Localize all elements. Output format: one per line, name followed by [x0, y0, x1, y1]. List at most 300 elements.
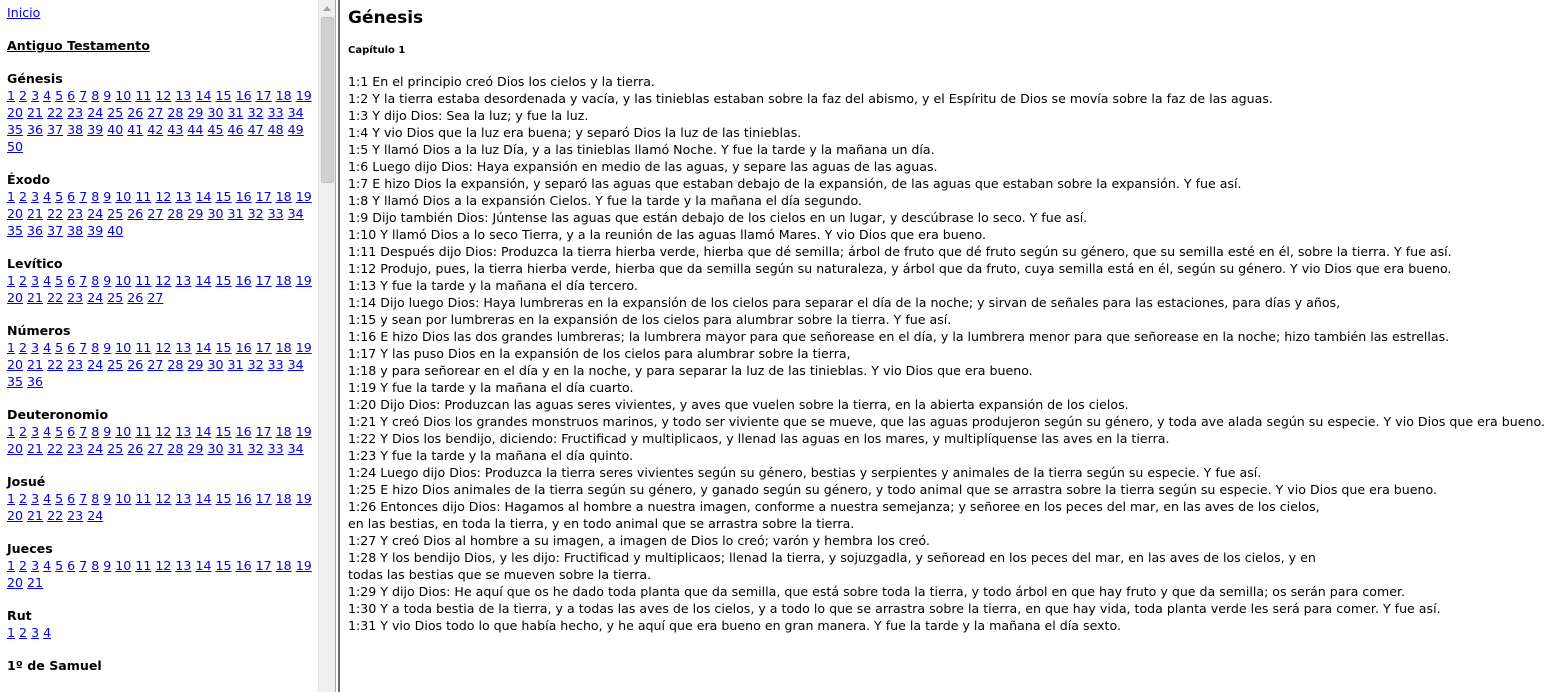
chapter-link[interactable]: 23	[67, 357, 84, 372]
chapter-link[interactable]: 24	[87, 290, 104, 305]
chapter-link[interactable]: 20	[7, 290, 24, 305]
chapter-link[interactable]: 21	[27, 206, 44, 221]
chapter-link[interactable]: 21	[27, 508, 44, 523]
chapter-link[interactable]: 41	[127, 122, 144, 137]
book-section	[7, 657, 318, 674]
chapter-link[interactable]: 27	[147, 441, 164, 456]
chapter-link[interactable]: 19	[295, 424, 312, 439]
chapter-link[interactable]: 37	[47, 122, 64, 137]
chapter-link[interactable]: 7	[79, 273, 88, 288]
chapter-link[interactable]: 14	[195, 273, 212, 288]
chapter-link[interactable]: 3	[31, 189, 40, 204]
chapter-link[interactable]: 23	[67, 105, 84, 120]
book-section	[7, 171, 318, 239]
chapter-link[interactable]: 12	[155, 189, 172, 204]
chapter-link[interactable]: 20	[7, 508, 24, 523]
chapter-link[interactable]: 2	[19, 340, 28, 355]
chapter-link[interactable]: 22	[47, 441, 64, 456]
chapter-links	[7, 490, 315, 524]
chapter-link[interactable]: 16	[235, 189, 252, 204]
chapter-link[interactable]: 8	[91, 491, 100, 506]
chapter-link[interactable]: 35	[7, 223, 24, 238]
chapter-link[interactable]: 34	[287, 357, 304, 372]
chapter-link[interactable]: 16	[235, 491, 252, 506]
chapter-link[interactable]: 18	[275, 424, 292, 439]
chapter-link[interactable]: 17	[255, 340, 272, 355]
chapter-link[interactable]: 7	[79, 340, 88, 355]
chapter-link[interactable]: 19	[295, 558, 312, 573]
chapter-link[interactable]: 39	[87, 122, 104, 137]
chapter-link[interactable]: 10	[115, 424, 132, 439]
chapter-link[interactable]: 19	[295, 189, 312, 204]
chapter-link[interactable]: 31	[227, 105, 244, 120]
chapter-link[interactable]: 10	[115, 340, 132, 355]
chapter-link[interactable]: 11	[135, 558, 152, 573]
book-section	[7, 70, 318, 155]
chapter-link[interactable]: 8	[91, 340, 100, 355]
chapter-link[interactable]: 20	[7, 441, 24, 456]
chapter-link[interactable]: 8	[91, 558, 100, 573]
chapter-link[interactable]: 18	[275, 491, 292, 506]
book-title: Josué	[7, 474, 46, 489]
chapter-link[interactable]: 18	[275, 558, 292, 573]
chapter-link[interactable]: 5	[55, 273, 64, 288]
verse-line: 1:2 Y la tierra estaba desordenada y vacía, y las tinieblas estaban sobre la faz del abismo, y el Espíritu de Dios se movía sobre la faz de las aguas.	[348, 91, 1273, 106]
chapter-link[interactable]: 2	[19, 491, 28, 506]
verse-line: 1:12 Produjo, pues, la tierra hierba verde, hierba que da semilla según su naturaleza, y árbol que da fruto, cuya semilla está en él, según su género. Y vio Dios que era bueno.	[348, 261, 1452, 276]
chapter-link[interactable]: 3	[31, 558, 40, 573]
verse-line: 1:20 Dijo Dios: Produzcan las aguas seres vivientes, y aves que vuelen sobre la tierra, en la abierta expansión de los cielos.	[348, 397, 1129, 412]
chapter-link[interactable]: 6	[67, 273, 76, 288]
chapter-link[interactable]: 35	[7, 122, 24, 137]
chapter-link[interactable]: 5	[55, 424, 64, 439]
chapter-link[interactable]: 26	[127, 441, 144, 456]
chapter-link[interactable]: 2	[19, 273, 28, 288]
chapter-link[interactable]: 19	[295, 491, 312, 506]
chapter-link[interactable]: 49	[287, 122, 304, 137]
chapter-link[interactable]: 28	[167, 441, 184, 456]
chapter-link[interactable]: 2	[19, 88, 28, 103]
chapter-link[interactable]: 7	[79, 88, 88, 103]
chapter-link[interactable]: 36	[27, 223, 44, 238]
chapter-link[interactable]: 38	[67, 223, 84, 238]
chapter-link[interactable]: 38	[67, 122, 84, 137]
chapter-link[interactable]: 1	[7, 424, 16, 439]
chapter-link[interactable]: 8	[91, 88, 100, 103]
verse-line: 1:26 Entonces dijo Dios: Hagamos al hombre a nuestra imagen, conforme a nuestra semejanza; y señoree en los peces del mar, en las aves de los cielos, en las bestias, en toda la tierra, y en todo animal que se arrastra sobre la tierra.	[348, 499, 1320, 531]
chapter-link[interactable]: 19	[295, 273, 312, 288]
chapter-link[interactable]: 5	[55, 491, 64, 506]
chapter-link[interactable]: 48	[267, 122, 284, 137]
chapter-links	[7, 188, 315, 239]
chapter-link[interactable]: 25	[107, 441, 124, 456]
chapter-link[interactable]: 3	[31, 424, 40, 439]
chapter-link[interactable]: 9	[103, 273, 112, 288]
chapter-link[interactable]: 28	[167, 206, 184, 221]
chapter-link[interactable]: 9	[103, 340, 112, 355]
book-title: Jueces	[7, 541, 53, 556]
verse-line: 1:15 y sean por lumbreras en la expansión de los cielos para alumbrar sobre la tierra. Y fue así.	[348, 312, 952, 327]
book-section	[7, 322, 318, 390]
chapter-link[interactable]: 44	[187, 122, 204, 137]
verse-line: 1:30 Y a toda bestia de la tierra, y a todas las aves de los cielos, y a todo lo que se arrastra sobre la tierra, en que hay vida, toda planta verde les será para comer. Y fue así.	[348, 601, 1441, 616]
chapter-link[interactable]: 3	[31, 273, 40, 288]
chapter-link[interactable]: 35	[7, 374, 24, 389]
chapter-link[interactable]: 18	[275, 340, 292, 355]
chapter-link[interactable]: 17	[255, 189, 272, 204]
chapter-link[interactable]: 22	[47, 357, 64, 372]
chapter-link[interactable]: 32	[247, 357, 264, 372]
chapter-link[interactable]: 26	[127, 206, 144, 221]
chapter-link[interactable]: 30	[207, 357, 224, 372]
page-title: Génesis	[348, 8, 424, 28]
chapter-link[interactable]: 15	[215, 340, 232, 355]
chapter-link[interactable]: 4	[43, 273, 52, 288]
chapter-link[interactable]: 4	[43, 491, 52, 506]
verse-line: 1:31 Y vio Dios todo lo que había hecho, y he aquí que era bueno en gran manera. Y fue la tarde y la mañana el día sexto.	[348, 618, 1121, 633]
chapter-link[interactable]: 9	[103, 189, 112, 204]
chapter-link[interactable]: 27	[147, 290, 164, 305]
chapter-links	[7, 557, 315, 591]
chapter-link[interactable]: 24	[87, 441, 104, 456]
chapter-link[interactable]: 37	[47, 223, 64, 238]
chapter-link[interactable]: 1	[7, 189, 16, 204]
book-section	[7, 607, 318, 641]
book-title: Éxodo	[7, 172, 51, 187]
chapter-heading: Capítulo 1	[348, 45, 406, 56]
verse-line: 1:8 Y llamó Dios a la expansión Cielos. Y fue la tarde y la mañana el día segundo.	[348, 193, 863, 208]
chapter-link[interactable]: 24	[87, 357, 104, 372]
chapter-link[interactable]: 20	[7, 575, 24, 590]
chapter-link[interactable]: 29	[187, 357, 204, 372]
chapter-link[interactable]: 32	[247, 441, 264, 456]
chapter-link[interactable]: 36	[27, 122, 44, 137]
chapter-link[interactable]: 24	[87, 508, 104, 523]
chapter-link[interactable]: 17	[255, 88, 272, 103]
book-title: Rut	[7, 608, 32, 623]
chapter-link[interactable]: 50	[7, 139, 24, 154]
verse-line: 1:29 Y dijo Dios: He aquí que os he dado toda planta que da semilla, que está sobre toda la tierra, y todo árbol en que hay fruto y que da semilla; os serán para comer.	[348, 584, 1406, 599]
testament-heading: Antiguo Testamento	[7, 38, 150, 53]
chapter-link[interactable]: 7	[79, 189, 88, 204]
verse-line: 1:25 E hizo Dios animales de la tierra según su género, y ganado según su género, y todo animal que se arrastra sobre la tierra según su especie. Y vio Dios que era bueno.	[348, 482, 1437, 497]
chapter-link[interactable]: 27	[147, 105, 164, 120]
chapter-link[interactable]: 16	[235, 340, 252, 355]
chapter-link[interactable]: 15	[215, 558, 232, 573]
verse-line: 1:1 En el principio creó Dios los cielos y la tierra.	[348, 74, 655, 89]
chapter-link[interactable]: 25	[107, 290, 124, 305]
chapter-link[interactable]: 20	[7, 206, 24, 221]
chapter-link[interactable]: 17	[255, 424, 272, 439]
chapter-link[interactable]: 27	[147, 206, 164, 221]
chapter-link[interactable]: 9	[103, 424, 112, 439]
book-title: 1º de Samuel	[7, 658, 102, 673]
chapter-link[interactable]: 34	[287, 441, 304, 456]
chapter-link[interactable]: 17	[255, 491, 272, 506]
sidebar-scrollbar[interactable]	[318, 0, 335, 692]
chapter-link[interactable]: 26	[127, 105, 144, 120]
chapter-link[interactable]: 25	[107, 357, 124, 372]
chapter-links	[7, 339, 315, 390]
chapter-link[interactable]: 45	[207, 122, 224, 137]
chapter-link[interactable]: 2	[19, 424, 28, 439]
chapter-link[interactable]: 15	[215, 88, 232, 103]
chapter-link[interactable]: 40	[107, 223, 124, 238]
chapter-link[interactable]: 12	[155, 424, 172, 439]
chapter-link[interactable]: 32	[247, 206, 264, 221]
chapter-link[interactable]: 18	[275, 189, 292, 204]
chapter-link[interactable]: 12	[155, 491, 172, 506]
chapter-link[interactable]: 8	[91, 189, 100, 204]
chapter-link[interactable]: 47	[247, 122, 264, 137]
scrollbar-thumb[interactable]	[321, 17, 334, 183]
chapter-link[interactable]: 15	[215, 273, 232, 288]
chapter-link[interactable]: 1	[7, 491, 16, 506]
chapter-link[interactable]: 12	[155, 558, 172, 573]
chapter-link[interactable]: 8	[91, 273, 100, 288]
chapter-link[interactable]: 16	[235, 273, 252, 288]
chapter-link[interactable]: 18	[275, 88, 292, 103]
chapter-link[interactable]: 1	[7, 273, 16, 288]
chapter-link[interactable]: 15	[215, 189, 232, 204]
chapter-link[interactable]: 34	[287, 206, 304, 221]
chapter-link[interactable]: 4	[43, 189, 52, 204]
chapter-link[interactable]: 26	[127, 357, 144, 372]
chapter-link[interactable]: 26	[127, 290, 144, 305]
book-section	[7, 406, 318, 457]
chapter-link[interactable]: 4	[43, 424, 52, 439]
chapter-link[interactable]: 12	[155, 340, 172, 355]
chapter-link[interactable]: 1	[7, 558, 16, 573]
chapter-link[interactable]: 14	[195, 558, 212, 573]
chapter-link[interactable]: 2	[19, 558, 28, 573]
chapter-link[interactable]: 30	[207, 105, 224, 120]
chapter-link[interactable]: 9	[103, 558, 112, 573]
book-list	[7, 70, 318, 674]
chapter-link[interactable]: 43	[167, 122, 184, 137]
chapter-link[interactable]: 13	[175, 88, 192, 103]
book-title: Deuteronomio	[7, 407, 109, 422]
chapter-link[interactable]: 4	[43, 625, 52, 640]
chapter-link[interactable]: 28	[167, 357, 184, 372]
verse-line: 1:11 Después dijo Dios: Produzca la tierra hierba verde, hierba que dé semilla; árbol de fruto que dé fruto según su género, que su semilla esté en él, sobre la tierra. Y fue así.	[348, 244, 1452, 259]
chapter-link[interactable]: 7	[79, 491, 88, 506]
chapter-link[interactable]: 29	[187, 206, 204, 221]
chapter-link[interactable]: 20	[7, 357, 24, 372]
chapter-link[interactable]: 22	[47, 508, 64, 523]
chapter-link[interactable]: 14	[195, 340, 212, 355]
chapter-link[interactable]: 21	[27, 357, 44, 372]
chapter-link[interactable]: 33	[267, 441, 284, 456]
verse-line: 1:4 Y vio Dios que la luz era buena; y separó Dios la luz de las tinieblas.	[348, 125, 802, 140]
verse-line: 1:16 E hizo Dios las dos grandes lumbreras; la lumbrera mayor para que señorease en el día, y la lumbrera menor para que señorease en la noche; hizo también las estrellas.	[348, 329, 1450, 344]
chapter-link[interactable]: 7	[79, 424, 88, 439]
chapter-link[interactable]: 29	[187, 105, 204, 120]
chapter-link[interactable]: 42	[147, 122, 164, 137]
chapter-link[interactable]: 13	[175, 424, 192, 439]
verse-line: 1:28 Y los bendijo Dios, y les dijo: Fructificad y multiplicaos; llenad la tierra, y sojuzgadla, y señoread en los peces del mar, en las aves de los cielos, y en todas las bestias que se mueven sobre la tierra.	[348, 550, 1316, 582]
chapter-link[interactable]: 10	[115, 189, 132, 204]
chapter-link[interactable]: 16	[235, 424, 252, 439]
chapter-link[interactable]: 4	[43, 340, 52, 355]
chapter-link[interactable]: 10	[115, 491, 132, 506]
chapter-link[interactable]: 32	[247, 105, 264, 120]
home-link[interactable]: Inicio	[7, 5, 41, 20]
chapter-link[interactable]: 2	[19, 625, 28, 640]
chapter-link[interactable]: 21	[27, 441, 44, 456]
chapter-link[interactable]: 10	[115, 273, 132, 288]
chapter-link[interactable]: 39	[87, 223, 104, 238]
chapter-link[interactable]: 30	[207, 206, 224, 221]
chapter-link[interactable]: 1	[7, 340, 16, 355]
chapter-link[interactable]: 13	[175, 340, 192, 355]
chapter-link[interactable]: 11	[135, 273, 152, 288]
chapter-link[interactable]: 25	[107, 206, 124, 221]
book-title: Levítico	[7, 256, 63, 271]
chapter-link[interactable]: 21	[27, 575, 44, 590]
chapter-link[interactable]: 4	[43, 88, 52, 103]
chapter-link[interactable]: 21	[27, 105, 44, 120]
chapter-link[interactable]: 6	[67, 491, 76, 506]
chapter-link[interactable]: 6	[67, 340, 76, 355]
frame-divider[interactable]	[335, 0, 340, 692]
chapter-link[interactable]: 15	[215, 491, 232, 506]
chapter-link[interactable]: 5	[55, 88, 64, 103]
verse-line: 1:10 Y llamó Dios a lo seco Tierra, y a la reunión de las aguas llamó Mares. Y vio Dios que era bueno.	[348, 227, 986, 242]
chapter-link[interactable]: 8	[91, 424, 100, 439]
chapter-link[interactable]: 11	[135, 88, 152, 103]
chapter-link[interactable]: 19	[295, 88, 312, 103]
chapter-link[interactable]: 46	[227, 122, 244, 137]
chapter-links	[7, 423, 315, 457]
chapter-link[interactable]: 1	[7, 625, 16, 640]
chapter-link[interactable]: 22	[47, 206, 64, 221]
chapter-link[interactable]: 12	[155, 273, 172, 288]
chapter-link[interactable]: 19	[295, 340, 312, 355]
verse-line: 1:27 Y creó Dios al hombre a su imagen, a imagen de Dios lo creó; varón y hembra los creó.	[348, 533, 930, 548]
chapter-link[interactable]: 3	[31, 625, 40, 640]
chapter-link[interactable]: 23	[67, 206, 84, 221]
chapter-link[interactable]: 31	[227, 206, 244, 221]
chapter-link[interactable]: 5	[55, 340, 64, 355]
verse-line: 1:22 Y Dios los bendijo, diciendo: Fructificad y multiplicaos, y llenad las aguas en los mares, y multiplíquense las aves en la tierra.	[348, 431, 1170, 446]
chapter-link[interactable]: 34	[287, 105, 304, 120]
chapter-link[interactable]: 9	[103, 491, 112, 506]
chapter-link[interactable]: 6	[67, 424, 76, 439]
chapter-links	[7, 624, 315, 641]
chapter-link[interactable]: 13	[175, 491, 192, 506]
chapter-link[interactable]: 11	[135, 424, 152, 439]
chapter-link[interactable]: 3	[31, 340, 40, 355]
chapter-links	[7, 272, 315, 306]
chapter-link[interactable]: 24	[87, 105, 104, 120]
main-content	[348, 0, 1545, 692]
chapter-link[interactable]: 20	[7, 105, 24, 120]
chapter-link[interactable]: 2	[19, 189, 28, 204]
chapter-link[interactable]: 1	[7, 88, 16, 103]
chapter-link[interactable]: 11	[135, 491, 152, 506]
verse-line: 1:9 Dijo también Dios: Júntense las aguas que están debajo de los cielos en un lugar, y descúbrase lo seco. Y fue así.	[348, 210, 1088, 225]
chapter-link[interactable]: 10	[115, 558, 132, 573]
chapter-link[interactable]: 24	[87, 206, 104, 221]
book-title: Génesis	[7, 71, 63, 86]
chapter-link[interactable]: 11	[135, 189, 152, 204]
chapter-link[interactable]: 6	[67, 189, 76, 204]
verse-line: 1:21 Y creó Dios los grandes monstruos marinos, y todo ser viviente que se mueve, que las aguas produjeron según su género, y toda ave alada según su especie. Y vio Dios que era bueno.	[348, 414, 1545, 429]
verse-line: 1:23 Y fue la tarde y la mañana el día quinto.	[348, 448, 634, 463]
chapter-link[interactable]: 12	[155, 88, 172, 103]
book-section	[7, 540, 318, 591]
book-section	[7, 473, 318, 524]
chapter-link[interactable]: 13	[175, 273, 192, 288]
chapter-link[interactable]: 28	[167, 105, 184, 120]
verse-line: 1:7 E hizo Dios la expansión, y separó las aguas que estaban debajo de la expansión, de las aguas que estaban sobre la expansión. Y fue así.	[348, 176, 1242, 191]
chapter-link[interactable]: 3	[31, 88, 40, 103]
chapter-link[interactable]: 6	[67, 88, 76, 103]
chapter-link[interactable]: 33	[267, 357, 284, 372]
verse-line: 1:18 y para señorear en el día y en la noche, y para separar la luz de las tinieblas. Y vio Dios que era bueno.	[348, 363, 1033, 378]
chapter-link[interactable]: 22	[47, 290, 64, 305]
chapter-link[interactable]: 21	[27, 290, 44, 305]
chapter-link[interactable]: 4	[43, 558, 52, 573]
chapter-link[interactable]: 31	[227, 441, 244, 456]
verse-line: 1:5 Y llamó Dios a la luz Día, y a las tinieblas llamó Noche. Y fue la tarde y la mañana un día.	[348, 142, 935, 157]
chapter-link[interactable]: 7	[79, 558, 88, 573]
chapter-link[interactable]: 33	[267, 206, 284, 221]
chapter-link[interactable]: 18	[275, 273, 292, 288]
verse-line: 1:6 Luego dijo Dios: Haya expansión en medio de las aguas, y separe las aguas de las aguas.	[348, 159, 938, 174]
chapter-link[interactable]: 17	[255, 273, 272, 288]
chapter-link[interactable]: 15	[215, 424, 232, 439]
chapter-link[interactable]: 9	[103, 88, 112, 103]
chapter-link[interactable]: 14	[195, 88, 212, 103]
chapter-link[interactable]: 23	[67, 441, 84, 456]
chapter-link[interactable]: 10	[115, 88, 132, 103]
sidebar-nav	[0, 0, 318, 692]
chapter-link[interactable]: 36	[27, 374, 44, 389]
chapter-link[interactable]: 5	[55, 558, 64, 573]
chapter-link[interactable]: 22	[47, 105, 64, 120]
chapter-link[interactable]: 33	[267, 105, 284, 120]
chapter-links	[7, 87, 315, 155]
chapter-link[interactable]: 14	[195, 491, 212, 506]
chapter-link[interactable]: 27	[147, 357, 164, 372]
chapter-link[interactable]: 13	[175, 189, 192, 204]
chapter-link[interactable]: 25	[107, 105, 124, 120]
chapter-link[interactable]: 17	[255, 558, 272, 573]
chapter-link[interactable]: 30	[207, 441, 224, 456]
chapter-link[interactable]: 11	[135, 340, 152, 355]
chapter-link[interactable]: 14	[195, 424, 212, 439]
chapter-link[interactable]: 16	[235, 88, 252, 103]
chapter-link[interactable]: 6	[67, 558, 76, 573]
chapter-link[interactable]: 40	[107, 122, 124, 137]
chapter-link[interactable]: 13	[175, 558, 192, 573]
verse-line: 1:13 Y fue la tarde y la mañana el día tercero.	[348, 278, 638, 293]
chapter-link[interactable]: 16	[235, 558, 252, 573]
chapter-link[interactable]: 23	[67, 508, 84, 523]
chapter-link[interactable]: 14	[195, 189, 212, 204]
verse-line: 1:14 Dijo luego Dios: Haya lumbreras en la expansión de los cielos para separar el día de la noche; y sirvan de señales para las estaciones, para días y años,	[348, 295, 1341, 310]
chapter-link[interactable]: 5	[55, 189, 64, 204]
chapter-link[interactable]: 31	[227, 357, 244, 372]
scroll-up-arrow-icon[interactable]	[319, 0, 335, 17]
chapter-link[interactable]: 3	[31, 491, 40, 506]
verse-line: 1:19 Y fue la tarde y la mañana el día cuarto.	[348, 380, 634, 395]
chapter-link[interactable]: 29	[187, 441, 204, 456]
chapter-link[interactable]: 23	[67, 290, 84, 305]
book-title: Números	[7, 323, 71, 338]
